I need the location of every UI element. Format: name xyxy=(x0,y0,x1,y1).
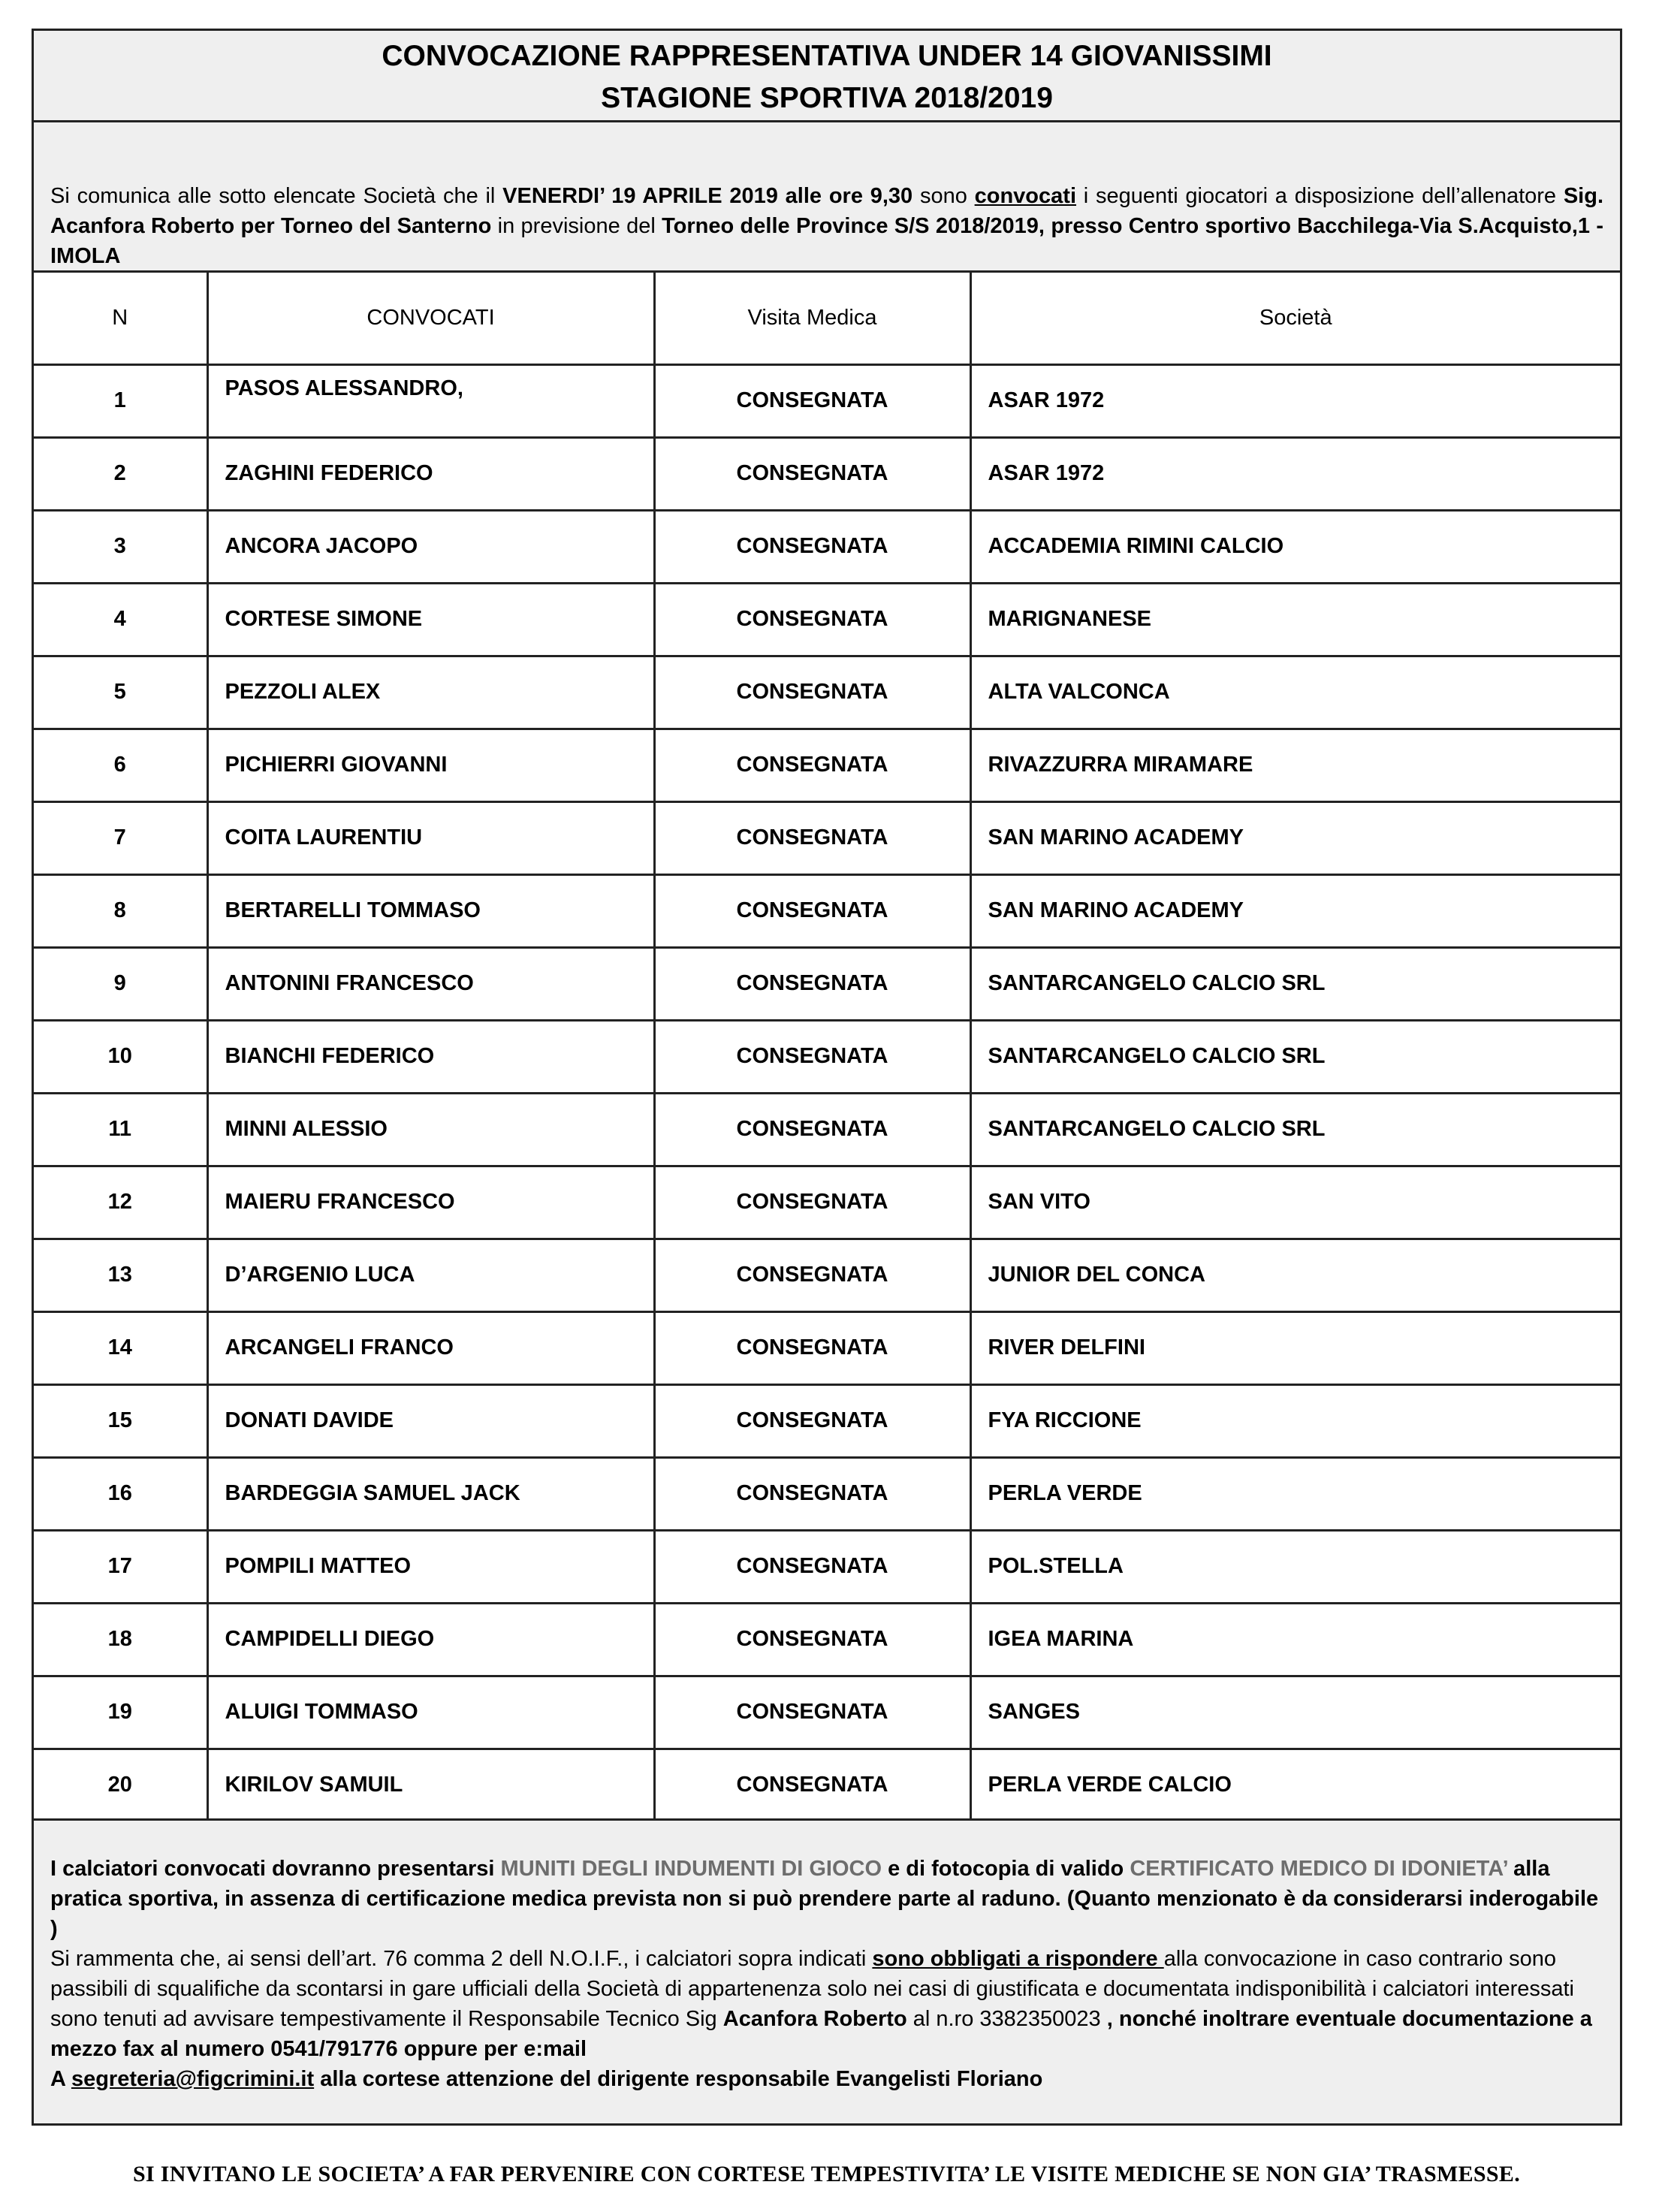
club-name: SAN MARINO ACADEMY xyxy=(970,874,1620,947)
medical-certificate-requirement: CERTIFICATO MEDICO DI IDONIETA’ xyxy=(1130,1857,1508,1881)
intro-text: i seguenti giocatori a disposizione dell’allenatore xyxy=(1076,184,1564,208)
table-row xyxy=(34,656,1620,729)
table-row xyxy=(34,583,1620,656)
table-row xyxy=(34,1384,1620,1457)
row-number: 19 xyxy=(34,1676,207,1749)
row-number: 3 xyxy=(34,510,207,583)
table-row xyxy=(34,1166,1620,1239)
club-name: SANTARCANGELO CALCIO SRL xyxy=(970,1093,1620,1166)
header-societa: Società xyxy=(970,273,1620,364)
document-title: CONVOCAZIONE RAPPRESENTATIVA UNDER 14 GIOVANISSIMI xyxy=(382,40,1272,72)
obligation-paragraph xyxy=(50,1944,1603,2064)
row-number: 15 xyxy=(34,1384,207,1457)
medical-visit-status: CONSEGNATA xyxy=(654,437,970,510)
equipment-requirement: MUNITI DEGLI INDUMENTI DI GIOCO xyxy=(500,1857,882,1881)
intro-text: in previsione del xyxy=(491,214,662,238)
header-visita-medica: Visita Medica xyxy=(654,273,970,364)
player-name: COITA LAURENTIU xyxy=(207,801,654,874)
club-name: RIVAZZURRA MIRAMARE xyxy=(970,729,1620,801)
table-row xyxy=(34,1311,1620,1384)
row-number: 12 xyxy=(34,1166,207,1239)
intro-date: VENERDI’ 19 APRILE 2019 alle ore 9,30 xyxy=(502,184,913,208)
footer-text: e di fotocopia di valido xyxy=(882,1857,1130,1881)
footer-text: alla convocazione in caso contrario sono passibili di squalifiche da scontarsi in gare ufficiali della Società di appartenenza solo nei casi di giustificata e documentata indisponibilità i calciatori interessati sono tenuti ad avvisare tempestivamente il Responsabile Tecnico Sig xyxy=(50,1947,1574,2031)
player-name: CAMPIDELLI DIEGO xyxy=(207,1603,654,1676)
header-number: N xyxy=(34,273,207,364)
row-number: 18 xyxy=(34,1603,207,1676)
intro-coach: Sig. Acanfora Roberto per Torneo del Santerno xyxy=(50,184,1603,238)
club-name: POL.STELLA xyxy=(970,1530,1620,1603)
player-name: PICHIERRI GIOVANNI xyxy=(207,729,654,801)
club-name: JUNIOR DEL CONCA xyxy=(970,1239,1620,1311)
medical-visit-status: CONSEGNATA xyxy=(654,583,970,656)
document-header xyxy=(34,31,1620,122)
medical-visit-status: CONSEGNATA xyxy=(654,1311,970,1384)
player-name: ALUIGI TOMMASO xyxy=(207,1676,654,1749)
club-name: PERLA VERDE CALCIO xyxy=(970,1749,1620,1821)
row-number: 13 xyxy=(34,1239,207,1311)
player-name: ANCORA JACOPO xyxy=(207,510,654,583)
club-name: SANGES xyxy=(970,1676,1620,1749)
row-number: 6 xyxy=(34,729,207,801)
footer-text: A xyxy=(50,2067,71,2091)
table-row xyxy=(34,1457,1620,1530)
player-name: ARCANGELI FRANCO xyxy=(207,1311,654,1384)
medical-visit-status: CONSEGNATA xyxy=(654,874,970,947)
footer-text: I calciatori convocati dovranno presentarsi xyxy=(50,1857,501,1881)
obligation-emphasis: sono obbligati a rispondere xyxy=(872,1947,1164,1971)
club-name: IGEA MARINA xyxy=(970,1603,1620,1676)
table-row xyxy=(34,1020,1620,1093)
row-number: 5 xyxy=(34,656,207,729)
club-name: ASAR 1972 xyxy=(970,437,1620,510)
table-row xyxy=(34,510,1620,583)
club-name: PERLA VERDE xyxy=(970,1457,1620,1530)
club-name: SANTARCANGELO CALCIO SRL xyxy=(970,1020,1620,1093)
club-name: RIVER DELFINI xyxy=(970,1311,1620,1384)
club-name: ACCADEMIA RIMINI CALCIO xyxy=(970,510,1620,583)
footer-text: alla cortese attenzione del dirigente responsabile Evangelisti Floriano xyxy=(314,2067,1043,2091)
closing-note: SI INVITANO LE SOCIETA’ A FAR PERVENIRE CON CORTESE TEMPESTIVITA’ LE VISITE MEDICHE SE NON GIA’ TRASMESSE. xyxy=(132,2162,1521,2186)
player-name: CORTESE SIMONE xyxy=(207,583,654,656)
medical-visit-status: CONSEGNATA xyxy=(654,1020,970,1093)
table-row xyxy=(34,947,1620,1020)
medical-visit-status: CONSEGNATA xyxy=(654,510,970,583)
row-number: 8 xyxy=(34,874,207,947)
medical-visit-status: CONSEGNATA xyxy=(654,947,970,1020)
instructions-footer xyxy=(34,1818,1620,2123)
player-name: BERTARELLI TOMMASO xyxy=(207,874,654,947)
document-frame xyxy=(32,29,1622,2126)
club-name: FYA RICCIONE xyxy=(970,1384,1620,1457)
row-number: 11 xyxy=(34,1093,207,1166)
intro-text: sono xyxy=(912,184,975,208)
footer-text: al n.ro 3382350023 xyxy=(906,2007,1107,2031)
medical-visit-status: CONSEGNATA xyxy=(654,364,970,437)
row-number: 7 xyxy=(34,801,207,874)
medical-visit-status: CONSEGNATA xyxy=(654,1384,970,1457)
email-link[interactable]: segreteria@figcrimini.it xyxy=(71,2067,315,2091)
player-name: PEZZOLI ALEX xyxy=(207,656,654,729)
document-subtitle: STAGIONE SPORTIVA 2018/2019 xyxy=(601,82,1053,114)
medical-visit-status: CONSEGNATA xyxy=(654,1166,970,1239)
row-number: 1 xyxy=(34,364,207,437)
table-row xyxy=(34,364,1620,437)
email-paragraph xyxy=(50,2064,1603,2094)
medical-visit-status: CONSEGNATA xyxy=(654,1676,970,1749)
intro-convocati: convocati xyxy=(974,184,1076,208)
club-name: ASAR 1972 xyxy=(970,364,1620,437)
fax-instructions: , nonché inoltrare eventuale documentazione a mezzo fax al numero 0541/791776 oppure per e:mail xyxy=(50,2007,1592,2061)
club-name: SAN VITO xyxy=(970,1166,1620,1239)
player-name: DONATI DAVIDE xyxy=(207,1384,654,1457)
table-row xyxy=(34,729,1620,801)
intro-text: Si comunica alle sotto elencate Società che il xyxy=(50,184,503,208)
medical-visit-status: CONSEGNATA xyxy=(654,1457,970,1530)
row-number: 2 xyxy=(34,437,207,510)
player-name: ANTONINI FRANCESCO xyxy=(207,947,654,1020)
table-row xyxy=(34,437,1620,510)
medical-visit-status: CONSEGNATA xyxy=(654,1239,970,1311)
row-number: 17 xyxy=(34,1530,207,1603)
medical-visit-status: CONSEGNATA xyxy=(654,1603,970,1676)
player-name: BIANCHI FEDERICO xyxy=(207,1020,654,1093)
table-row xyxy=(34,801,1620,874)
medical-visit-status: CONSEGNATA xyxy=(654,656,970,729)
table-row xyxy=(34,874,1620,947)
row-number: 9 xyxy=(34,947,207,1020)
player-name: PASOS ALESSANDRO, xyxy=(207,364,654,437)
table-header-row xyxy=(34,273,1620,364)
intro-paragraph xyxy=(34,122,1620,273)
table-row xyxy=(34,1603,1620,1676)
player-name: MINNI ALESSIO xyxy=(207,1093,654,1166)
medical-visit-status: CONSEGNATA xyxy=(654,729,970,801)
table-row xyxy=(34,1239,1620,1311)
player-name: BARDEGGIA SAMUEL JACK xyxy=(207,1457,654,1530)
player-name: MAIERU FRANCESCO xyxy=(207,1166,654,1239)
table-row xyxy=(34,1093,1620,1166)
player-name: ZAGHINI FEDERICO xyxy=(207,437,654,510)
equipment-paragraph xyxy=(50,1854,1603,1944)
row-number: 10 xyxy=(34,1020,207,1093)
header-convocati: CONVOCATI xyxy=(207,273,654,364)
medical-visit-status: CONSEGNATA xyxy=(654,1093,970,1166)
medical-visit-status: CONSEGNATA xyxy=(654,1530,970,1603)
table-row xyxy=(34,1676,1620,1749)
club-name: ALTA VALCONCA xyxy=(970,656,1620,729)
club-name: SANTARCANGELO CALCIO SRL xyxy=(970,947,1620,1020)
row-number: 16 xyxy=(34,1457,207,1530)
intro-venue: Torneo delle Province S/S 2018/2019, presso Centro sportivo Bacchilega-Via S.Acquisto,1 - IMOLA xyxy=(50,214,1603,268)
coach-name: Acanfora Roberto xyxy=(722,2007,907,2031)
row-number: 14 xyxy=(34,1311,207,1384)
medical-visit-status: CONSEGNATA xyxy=(654,1749,970,1821)
table-row xyxy=(34,1530,1620,1603)
player-name: D’ARGENIO LUCA xyxy=(207,1239,654,1311)
club-name: MARIGNANESE xyxy=(970,583,1620,656)
footer-text: Si rammenta che, ai sensi dell’art. 76 comma 2 dell N.O.I.F., i calciatori sopra indicati xyxy=(50,1947,873,1971)
medical-visit-status: CONSEGNATA xyxy=(654,801,970,874)
roster-table xyxy=(34,273,1620,1823)
row-number: 4 xyxy=(34,583,207,656)
row-number: 20 xyxy=(34,1749,207,1821)
player-name: POMPILI MATTEO xyxy=(207,1530,654,1603)
player-name: KIRILOV SAMUIL xyxy=(207,1749,654,1821)
club-name: SAN MARINO ACADEMY xyxy=(970,801,1620,874)
table-row xyxy=(34,1749,1620,1821)
footer-text: alla pratica sportiva, in assenza di certificazione medica prevista non si può prendere parte al raduno. (Quanto menzionato è da considerarsi inderogabile ) xyxy=(50,1857,1599,1941)
